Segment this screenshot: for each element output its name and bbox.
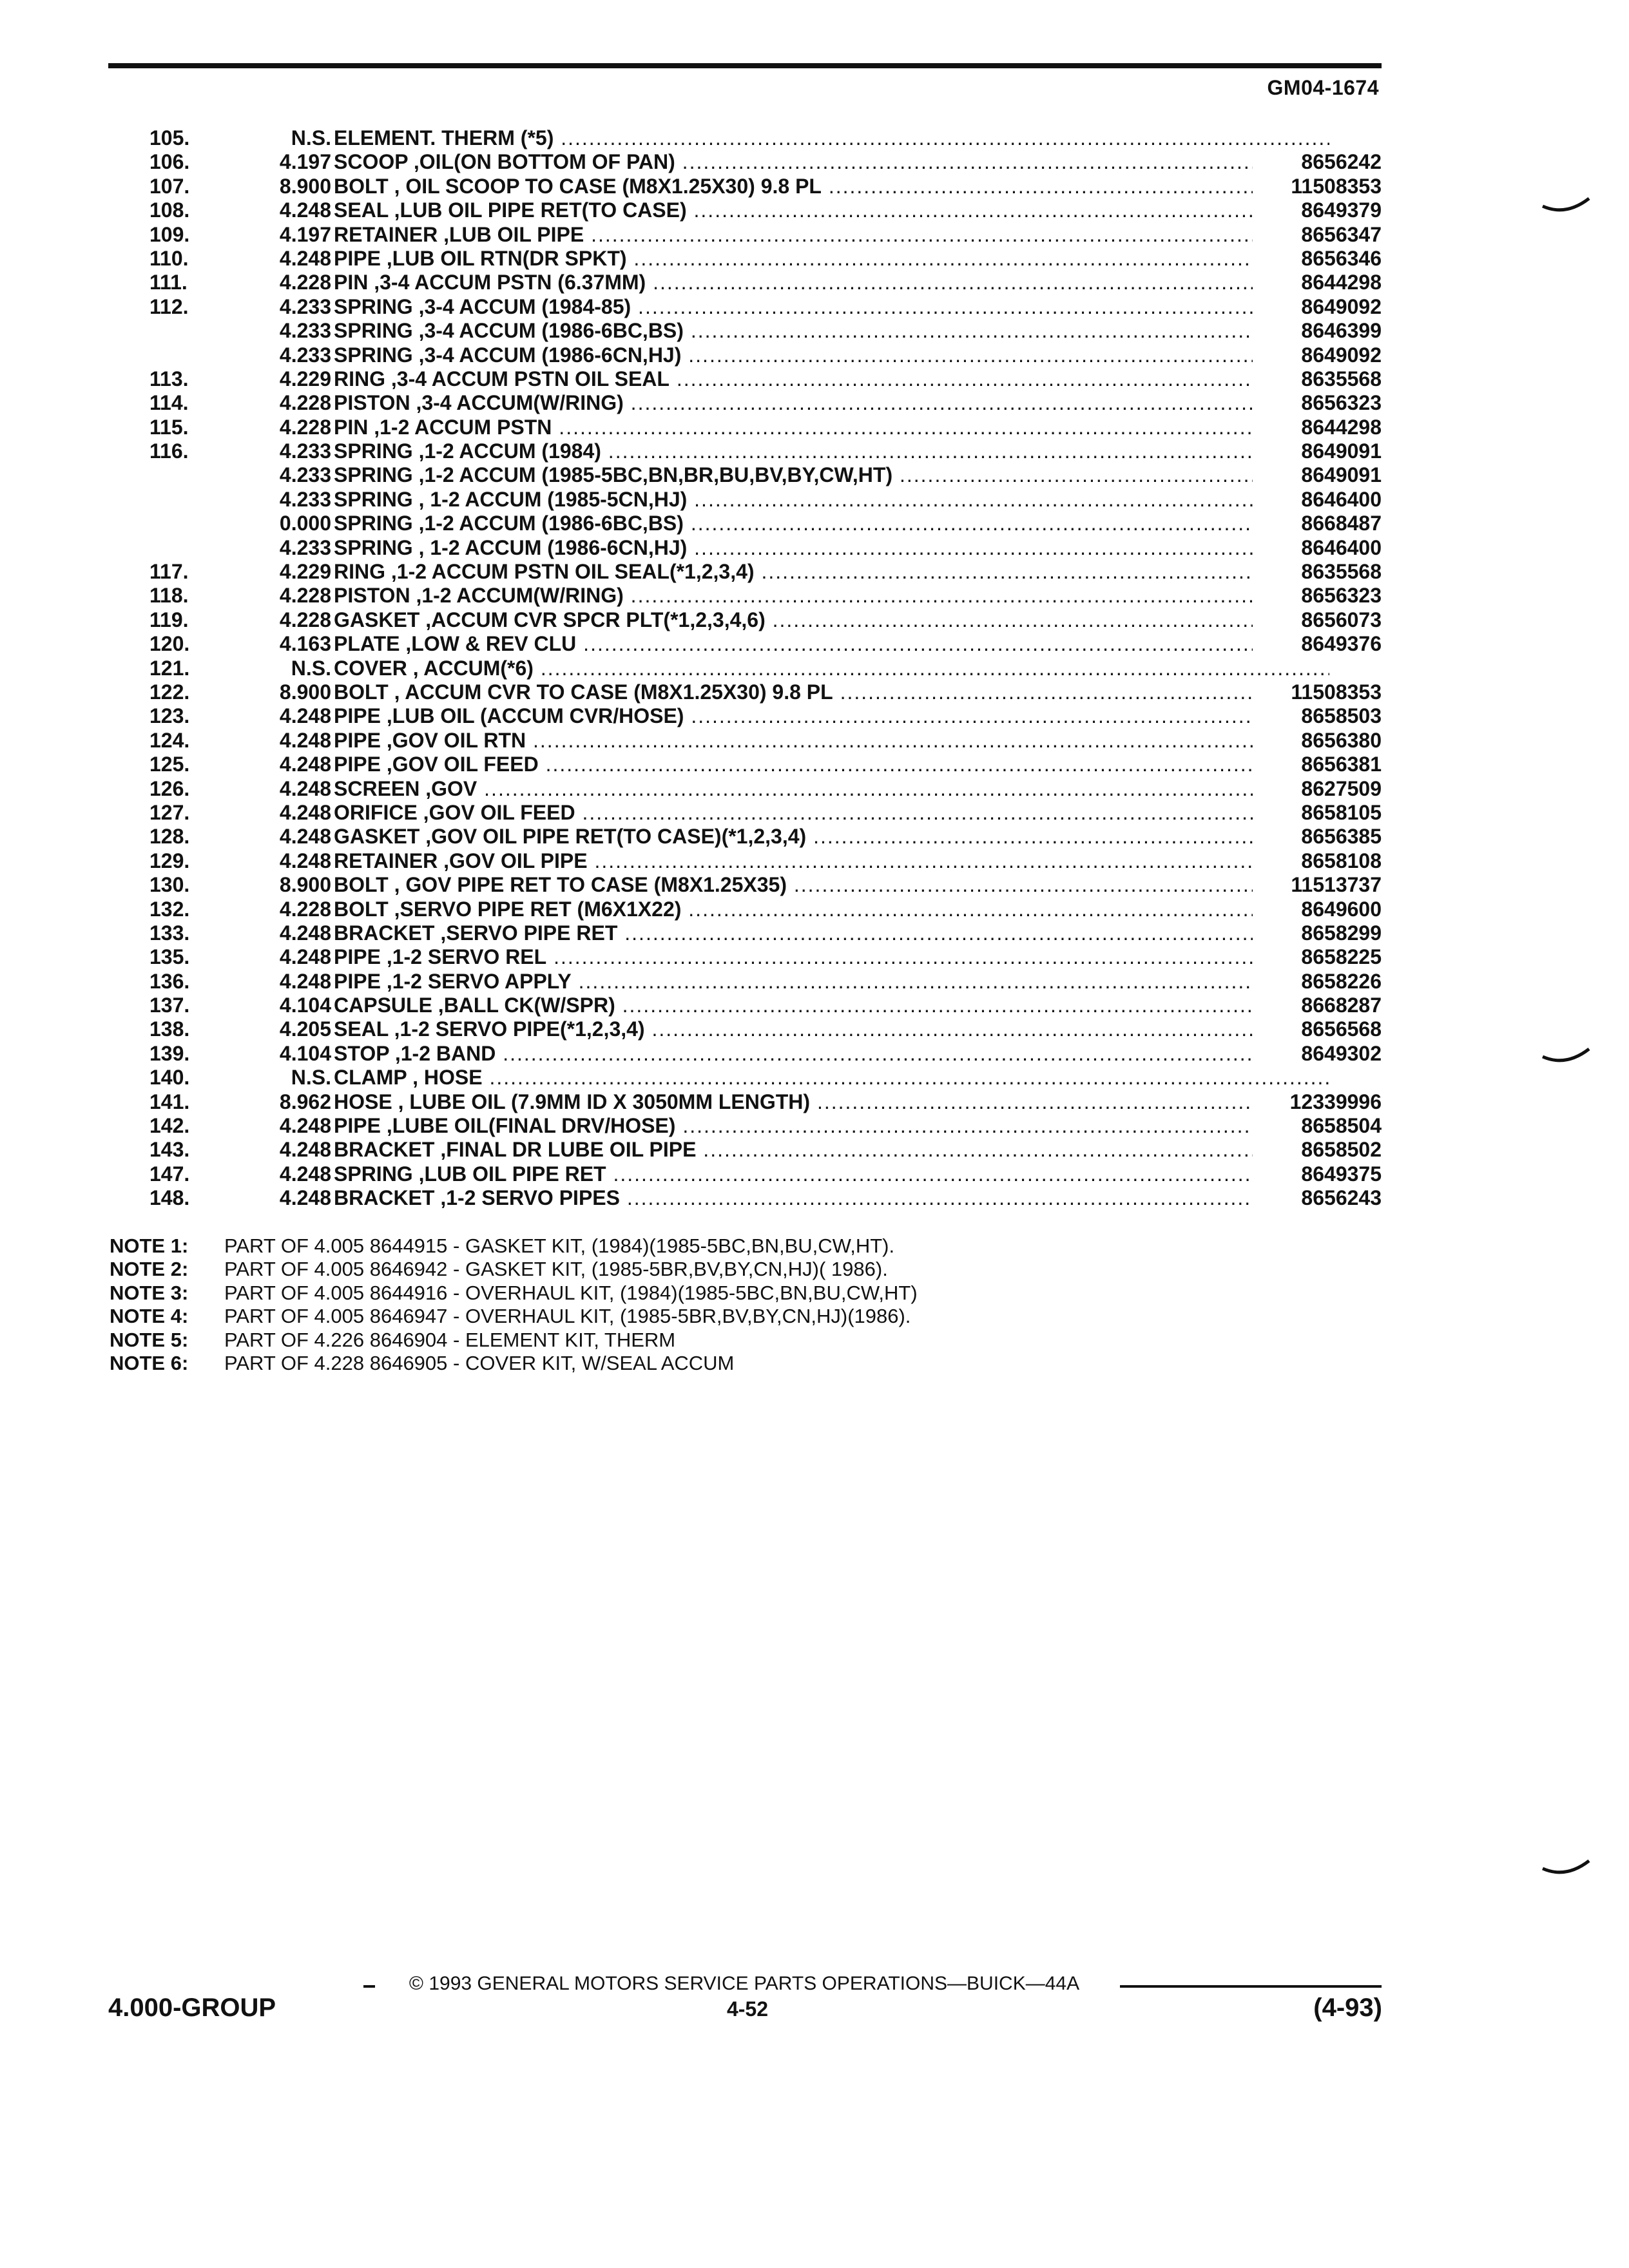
part-number: 8668287 bbox=[1253, 994, 1382, 1017]
part-row bbox=[103, 488, 1385, 512]
part-group-number: 4.248 bbox=[279, 1162, 331, 1186]
part-number: 8646400 bbox=[1253, 488, 1382, 512]
part-number: 8649376 bbox=[1253, 632, 1382, 656]
part-description: PIN ,1-2 ACCUM PSTN ..... bbox=[334, 416, 1329, 439]
part-item-number: 122. bbox=[149, 680, 190, 704]
part-item-number: 126. bbox=[149, 776, 190, 800]
part-number: 8649302 bbox=[1253, 1042, 1382, 1066]
note-text: PART OF 4.226 8646904 - ELEMENT KIT, THERM bbox=[224, 1328, 676, 1351]
part-item-number: 106. bbox=[149, 150, 190, 174]
part-description: SEAL ,1-2 SERVO PIPE(*1,2,3,4) ..... bbox=[334, 1017, 1329, 1041]
part-number: 8649375 bbox=[1253, 1162, 1382, 1186]
part-group-number: 4.104 bbox=[279, 1041, 331, 1065]
part-number: 8644298 bbox=[1253, 271, 1382, 294]
part-group-number: 4.229 bbox=[279, 367, 331, 390]
part-item-number: 115. bbox=[149, 415, 189, 439]
part-number: 8646400 bbox=[1253, 536, 1382, 560]
part-group-number: 4.248 bbox=[279, 1186, 331, 1210]
part-item-number: 111. bbox=[149, 271, 188, 294]
part-number: 8658225 bbox=[1253, 945, 1382, 969]
part-description: PIN ,3-4 ACCUM PSTN (6.37MM) ..... bbox=[334, 271, 1329, 294]
part-description: SPRING ,LUB OIL PIPE RET ..... bbox=[334, 1162, 1329, 1186]
part-number: 8646399 bbox=[1253, 319, 1382, 343]
part-number: 8658299 bbox=[1253, 921, 1382, 945]
part-group-number: 8.900 bbox=[279, 873, 331, 897]
part-number: 8656346 bbox=[1253, 247, 1382, 271]
binding-hole-mark-2 bbox=[1540, 1044, 1592, 1070]
part-number: 8649600 bbox=[1253, 898, 1382, 921]
part-row bbox=[103, 753, 1385, 776]
part-row bbox=[103, 536, 1385, 560]
part-description: BOLT , OIL SCOOP TO CASE (M8X1.25X30) 9.8 PL ..... bbox=[334, 175, 1329, 198]
part-group-number: 4.248 bbox=[279, 198, 331, 222]
note-label: NOTE 2: bbox=[110, 1258, 189, 1281]
part-row bbox=[103, 1066, 1385, 1090]
part-description: PIPE ,1-2 SERVO REL ..... bbox=[334, 945, 1329, 969]
part-description: SPRING ,3-4 ACCUM (1986-6CN,HJ) ..... bbox=[334, 343, 1329, 367]
part-row bbox=[103, 849, 1385, 873]
part-description: PIPE ,LUB OIL (ACCUM CVR/HOSE) ..... bbox=[334, 704, 1329, 728]
part-row bbox=[103, 1138, 1385, 1162]
part-description: SCOOP ,OIL(ON BOTTOM OF PAN) ..... bbox=[334, 150, 1329, 174]
part-group-number: 4.104 bbox=[279, 994, 331, 1017]
part-item-number: 124. bbox=[149, 728, 190, 752]
part-number: 8658226 bbox=[1253, 970, 1382, 994]
part-row bbox=[103, 704, 1385, 728]
part-description: SPRING ,3-4 ACCUM (1984-85) ..... bbox=[334, 295, 1329, 319]
part-description: SPRING , 1-2 ACCUM (1985-5CN,HJ) ..... bbox=[334, 488, 1329, 512]
note-text: PART OF 4.005 8644916 - OVERHAUL KIT, (1984)(1985-5BC,BN,BU,CW,HT) bbox=[224, 1281, 918, 1304]
footer-rule-right bbox=[1120, 1985, 1382, 1988]
part-row bbox=[103, 584, 1385, 608]
footer-group: 4.000-GROUP bbox=[108, 1994, 276, 2022]
part-description: HOSE , LUBE OIL (7.9MM ID X 3050MM LENGTH) ..... bbox=[334, 1090, 1329, 1114]
part-group-number: 4.248 bbox=[279, 825, 331, 849]
part-description: PIPE ,GOV OIL FEED ..... bbox=[334, 753, 1329, 776]
part-item-number: 116. bbox=[149, 439, 189, 463]
part-group-number: 4.228 bbox=[279, 391, 331, 415]
note-label: NOTE 6: bbox=[110, 1351, 189, 1374]
part-group-number: 4.197 bbox=[279, 150, 331, 174]
part-row bbox=[103, 247, 1385, 271]
part-row bbox=[103, 391, 1385, 415]
part-group-number: 4.197 bbox=[279, 222, 331, 246]
note-label: NOTE 5: bbox=[110, 1328, 189, 1351]
part-number: 8656381 bbox=[1253, 753, 1382, 776]
part-item-number: 110. bbox=[149, 246, 189, 270]
part-group-number: 4.205 bbox=[279, 1017, 331, 1041]
part-description: PISTON ,3-4 ACCUM(W/RING) ..... bbox=[334, 391, 1329, 415]
part-group-number: 4.163 bbox=[279, 632, 331, 656]
document-id: GM04-1674 bbox=[1267, 76, 1379, 99]
part-group-number: 4.248 bbox=[279, 800, 331, 824]
part-description: STOP ,1-2 BAND ..... bbox=[334, 1042, 1329, 1066]
part-number: 11508353 bbox=[1253, 175, 1382, 198]
part-number: 8644298 bbox=[1253, 416, 1382, 439]
part-group-number: 4.248 bbox=[279, 1114, 331, 1138]
part-item-number: 113. bbox=[149, 367, 189, 390]
part-item-number: 119. bbox=[149, 608, 189, 631]
part-number: 8658502 bbox=[1253, 1138, 1382, 1162]
part-group-number: 4.228 bbox=[279, 415, 331, 439]
part-description: BOLT ,SERVO PIPE RET (M6X1X22) ..... bbox=[334, 898, 1329, 921]
part-item-number: 135. bbox=[149, 945, 190, 969]
note-line bbox=[110, 1258, 1334, 1281]
part-description: BOLT , GOV PIPE RET TO CASE (M8X1.25X35) ..... bbox=[334, 873, 1329, 897]
part-item-number: 147. bbox=[149, 1162, 190, 1186]
part-item-number: 127. bbox=[149, 800, 190, 824]
note-text: PART OF 4.005 8646942 - GASKET KIT, (1985-5BR,BV,BY,CN,HJ)( 1986). bbox=[224, 1258, 888, 1281]
part-item-number: 138. bbox=[149, 1017, 190, 1041]
parts-list bbox=[103, 126, 1385, 1211]
part-row bbox=[103, 970, 1385, 994]
part-number: 8656243 bbox=[1253, 1186, 1382, 1210]
part-item-number: 105. bbox=[149, 126, 190, 149]
part-item-number: 132. bbox=[149, 897, 190, 921]
part-number: 8658504 bbox=[1253, 1114, 1382, 1138]
part-description: BRACKET ,1-2 SERVO PIPES ..... bbox=[334, 1186, 1329, 1210]
part-description: ELEMENT. THERM (*5) ..... bbox=[334, 126, 1329, 150]
part-group-number: 4.248 bbox=[279, 1138, 331, 1162]
part-group-number: 4.248 bbox=[279, 921, 331, 945]
part-description: BRACKET ,SERVO PIPE RET ..... bbox=[334, 921, 1329, 945]
part-description: GASKET ,GOV OIL PIPE RET(TO CASE)(*1,2,3,4) ..... bbox=[334, 825, 1329, 849]
part-row bbox=[103, 657, 1385, 680]
note-line bbox=[110, 1329, 1334, 1352]
part-row bbox=[103, 994, 1385, 1017]
part-number: 8658108 bbox=[1253, 849, 1382, 873]
part-row bbox=[103, 198, 1385, 222]
part-description: SPRING ,1-2 ACCUM (1986-6BC,BS) ..... bbox=[334, 512, 1329, 535]
footer-date: (4-93) bbox=[1313, 1994, 1382, 2022]
part-row bbox=[103, 560, 1385, 584]
part-description: SPRING ,1-2 ACCUM (1984) ..... bbox=[334, 439, 1329, 463]
part-number: 8656242 bbox=[1253, 150, 1382, 174]
binding-hole-mark-1 bbox=[1540, 193, 1592, 219]
part-row bbox=[103, 343, 1385, 367]
part-group-number: 8.900 bbox=[279, 680, 331, 704]
part-row bbox=[103, 295, 1385, 319]
part-row bbox=[103, 1090, 1385, 1114]
part-description: COVER , ACCUM(*6) ..... bbox=[334, 657, 1329, 680]
part-group-number: 4.233 bbox=[279, 294, 331, 318]
part-group-number: 4.233 bbox=[279, 463, 331, 487]
part-number: 8649091 bbox=[1253, 439, 1382, 463]
part-group-number: 4.248 bbox=[279, 246, 331, 270]
part-number: 8658105 bbox=[1253, 801, 1382, 825]
note-text: PART OF 4.005 8646947 - OVERHAUL KIT, (1985-5BR,BV,BY,CN,HJ)(1986). bbox=[224, 1305, 911, 1328]
part-group-number: 4.233 bbox=[279, 487, 331, 511]
part-group-number: 4.228 bbox=[279, 897, 331, 921]
note-text: PART OF 4.228 8646905 - COVER KIT, W/SEAL ACCUM bbox=[224, 1351, 735, 1374]
footer-page-number: 4-52 bbox=[726, 1997, 769, 2021]
part-description: BRACKET ,FINAL DR LUBE OIL PIPE ..... bbox=[334, 1138, 1329, 1162]
part-row bbox=[103, 825, 1385, 849]
part-number: 11508353 bbox=[1253, 680, 1382, 704]
part-row bbox=[103, 777, 1385, 801]
part-item-number: 109. bbox=[149, 222, 190, 246]
part-description: ORIFICE ,GOV OIL FEED ..... bbox=[334, 801, 1329, 825]
part-description: SCREEN ,GOV ..... bbox=[334, 777, 1329, 801]
part-group-number: 4.248 bbox=[279, 969, 331, 993]
part-row bbox=[103, 416, 1385, 439]
note-line bbox=[110, 1352, 1334, 1375]
part-item-number: 136. bbox=[149, 969, 190, 993]
part-number: 8656073 bbox=[1253, 608, 1382, 632]
part-row bbox=[103, 1042, 1385, 1066]
part-description: PIPE ,1-2 SERVO APPLY ..... bbox=[334, 970, 1329, 994]
part-number: 8656568 bbox=[1253, 1017, 1382, 1041]
part-row bbox=[103, 945, 1385, 969]
part-group-number: 4.229 bbox=[279, 560, 331, 584]
part-row bbox=[103, 150, 1385, 174]
part-group-number: N.S. bbox=[291, 126, 331, 149]
part-group-number: 4.233 bbox=[279, 343, 331, 367]
part-row bbox=[103, 512, 1385, 535]
part-row bbox=[103, 801, 1385, 825]
part-item-number: 107. bbox=[149, 174, 190, 198]
part-description: PIPE ,LUB OIL RTN(DR SPKT) ..... bbox=[334, 247, 1329, 271]
part-row bbox=[103, 463, 1385, 487]
part-number: 8635568 bbox=[1253, 560, 1382, 584]
part-item-number: 141. bbox=[149, 1090, 190, 1113]
binding-hole-mark-3 bbox=[1540, 1856, 1592, 1881]
part-number: 8656347 bbox=[1253, 223, 1382, 247]
part-row bbox=[103, 921, 1385, 945]
part-group-number: 4.248 bbox=[279, 728, 331, 752]
part-group-number: 4.248 bbox=[279, 849, 331, 872]
part-group-number: N.S. bbox=[291, 656, 331, 680]
part-item-number: 112. bbox=[149, 294, 189, 318]
part-number: 12339996 bbox=[1253, 1090, 1382, 1114]
part-item-number: 121. bbox=[149, 656, 190, 680]
part-description: SPRING ,1-2 ACCUM (1985-5BC,BN,BR,BU,BV,BY,CW,HT) ..... bbox=[334, 463, 1329, 487]
part-item-number: 143. bbox=[149, 1138, 190, 1162]
part-item-number: 140. bbox=[149, 1066, 190, 1090]
part-group-number: 4.248 bbox=[279, 753, 331, 776]
part-item-number: 130. bbox=[149, 873, 190, 897]
part-group-number: 4.233 bbox=[279, 535, 331, 559]
part-description: GASKET ,ACCUM CVR SPCR PLT(*1,2,3,4,6) ..... bbox=[334, 608, 1329, 632]
note-line bbox=[110, 1282, 1334, 1305]
part-row bbox=[103, 680, 1385, 704]
part-description: BOLT , ACCUM CVR TO CASE (M8X1.25X30) 9.8 PL ..... bbox=[334, 680, 1329, 704]
notes-section bbox=[110, 1235, 1334, 1375]
part-item-number: 148. bbox=[149, 1186, 190, 1210]
part-group-number: 4.248 bbox=[279, 704, 331, 728]
part-number: 8656385 bbox=[1253, 825, 1382, 849]
part-item-number: 133. bbox=[149, 921, 190, 945]
part-group-number: 4.248 bbox=[279, 945, 331, 969]
part-row bbox=[103, 126, 1385, 150]
part-number: 8649092 bbox=[1253, 295, 1382, 319]
top-rule bbox=[108, 63, 1382, 68]
note-label: NOTE 3: bbox=[110, 1281, 189, 1304]
part-description: CLAMP , HOSE ..... bbox=[334, 1066, 1329, 1090]
note-label: NOTE 1: bbox=[110, 1235, 189, 1257]
part-description: PIPE ,LUBE OIL(FINAL DRV/HOSE) ..... bbox=[334, 1114, 1329, 1138]
footer-copyright: © 1993 GENERAL MOTORS SERVICE PARTS OPERATIONS—BUICK—44A bbox=[409, 1973, 1080, 1994]
part-group-number: 4.228 bbox=[279, 271, 331, 294]
note-line bbox=[110, 1235, 1334, 1258]
part-group-number: 4.248 bbox=[279, 776, 331, 800]
part-row bbox=[103, 271, 1385, 294]
part-row bbox=[103, 223, 1385, 247]
part-group-number: N.S. bbox=[291, 1066, 331, 1090]
part-row bbox=[103, 898, 1385, 921]
part-row bbox=[103, 608, 1385, 632]
part-description: PLATE ,LOW & REV CLU ..... bbox=[334, 632, 1329, 656]
part-item-number: 118. bbox=[149, 584, 189, 608]
part-row bbox=[103, 729, 1385, 753]
part-number: 8656380 bbox=[1253, 729, 1382, 753]
part-number: 8656323 bbox=[1253, 584, 1382, 608]
part-group-number: 8.962 bbox=[279, 1090, 331, 1113]
part-item-number: 139. bbox=[149, 1041, 190, 1065]
part-row bbox=[103, 1186, 1385, 1210]
part-row bbox=[103, 319, 1385, 343]
part-group-number: 4.228 bbox=[279, 608, 331, 631]
part-row bbox=[103, 439, 1385, 463]
part-row bbox=[103, 1162, 1385, 1186]
note-text: PART OF 4.005 8644915 - GASKET KIT, (1984)(1985-5BC,BN,BU,CW,HT). bbox=[224, 1235, 895, 1257]
part-group-number: 4.228 bbox=[279, 584, 331, 608]
part-item-number: 123. bbox=[149, 704, 190, 728]
part-number: 8649379 bbox=[1253, 198, 1382, 222]
part-group-number: 4.233 bbox=[279, 319, 331, 343]
part-group-number: 8.900 bbox=[279, 174, 331, 198]
part-description: CAPSULE ,BALL CK(W/SPR) ..... bbox=[334, 994, 1329, 1017]
part-row bbox=[103, 367, 1385, 391]
part-description: SPRING ,3-4 ACCUM (1986-6BC,BS) ..... bbox=[334, 319, 1329, 343]
part-description: RETAINER ,LUB OIL PIPE ..... bbox=[334, 223, 1329, 247]
part-item-number: 129. bbox=[149, 849, 190, 872]
part-description: RING ,1-2 ACCUM PSTN OIL SEAL(*1,2,3,4) ..... bbox=[334, 560, 1329, 584]
part-item-number: 117. bbox=[149, 560, 189, 584]
part-row bbox=[103, 1017, 1385, 1041]
part-item-number: 137. bbox=[149, 994, 190, 1017]
part-item-number: 142. bbox=[149, 1114, 190, 1138]
part-description: SPRING , 1-2 ACCUM (1986-6CN,HJ) ..... bbox=[334, 536, 1329, 560]
part-number: 8658503 bbox=[1253, 704, 1382, 728]
note-label: NOTE 4: bbox=[110, 1305, 189, 1328]
part-row bbox=[103, 632, 1385, 656]
part-description: SEAL ,LUB OIL PIPE RET(TO CASE) ..... bbox=[334, 198, 1329, 222]
part-description: PIPE ,GOV OIL RTN ..... bbox=[334, 729, 1329, 753]
part-item-number: 108. bbox=[149, 198, 190, 222]
part-item-number: 114. bbox=[149, 391, 189, 415]
part-number: 11513737 bbox=[1253, 873, 1382, 897]
part-number: 8635568 bbox=[1253, 367, 1382, 391]
part-description: PISTON ,1-2 ACCUM(W/RING) ..... bbox=[334, 584, 1329, 608]
part-description: RETAINER ,GOV OIL PIPE ..... bbox=[334, 849, 1329, 873]
part-group-number: 4.233 bbox=[279, 439, 331, 463]
part-item-number: 128. bbox=[149, 825, 190, 849]
part-number: 8668487 bbox=[1253, 512, 1382, 535]
part-row bbox=[103, 1114, 1385, 1138]
part-group-number: 0.000 bbox=[279, 512, 331, 535]
note-line bbox=[110, 1305, 1334, 1328]
part-description: RING ,3-4 ACCUM PSTN OIL SEAL ..... bbox=[334, 367, 1329, 391]
part-row bbox=[103, 873, 1385, 897]
part-number: 8627509 bbox=[1253, 777, 1382, 801]
part-number: 8649091 bbox=[1253, 463, 1382, 487]
part-number: 8656323 bbox=[1253, 391, 1382, 415]
part-row bbox=[103, 175, 1385, 198]
part-item-number: 120. bbox=[149, 632, 190, 656]
part-number: 8649092 bbox=[1253, 343, 1382, 367]
part-item-number: 125. bbox=[149, 753, 190, 776]
